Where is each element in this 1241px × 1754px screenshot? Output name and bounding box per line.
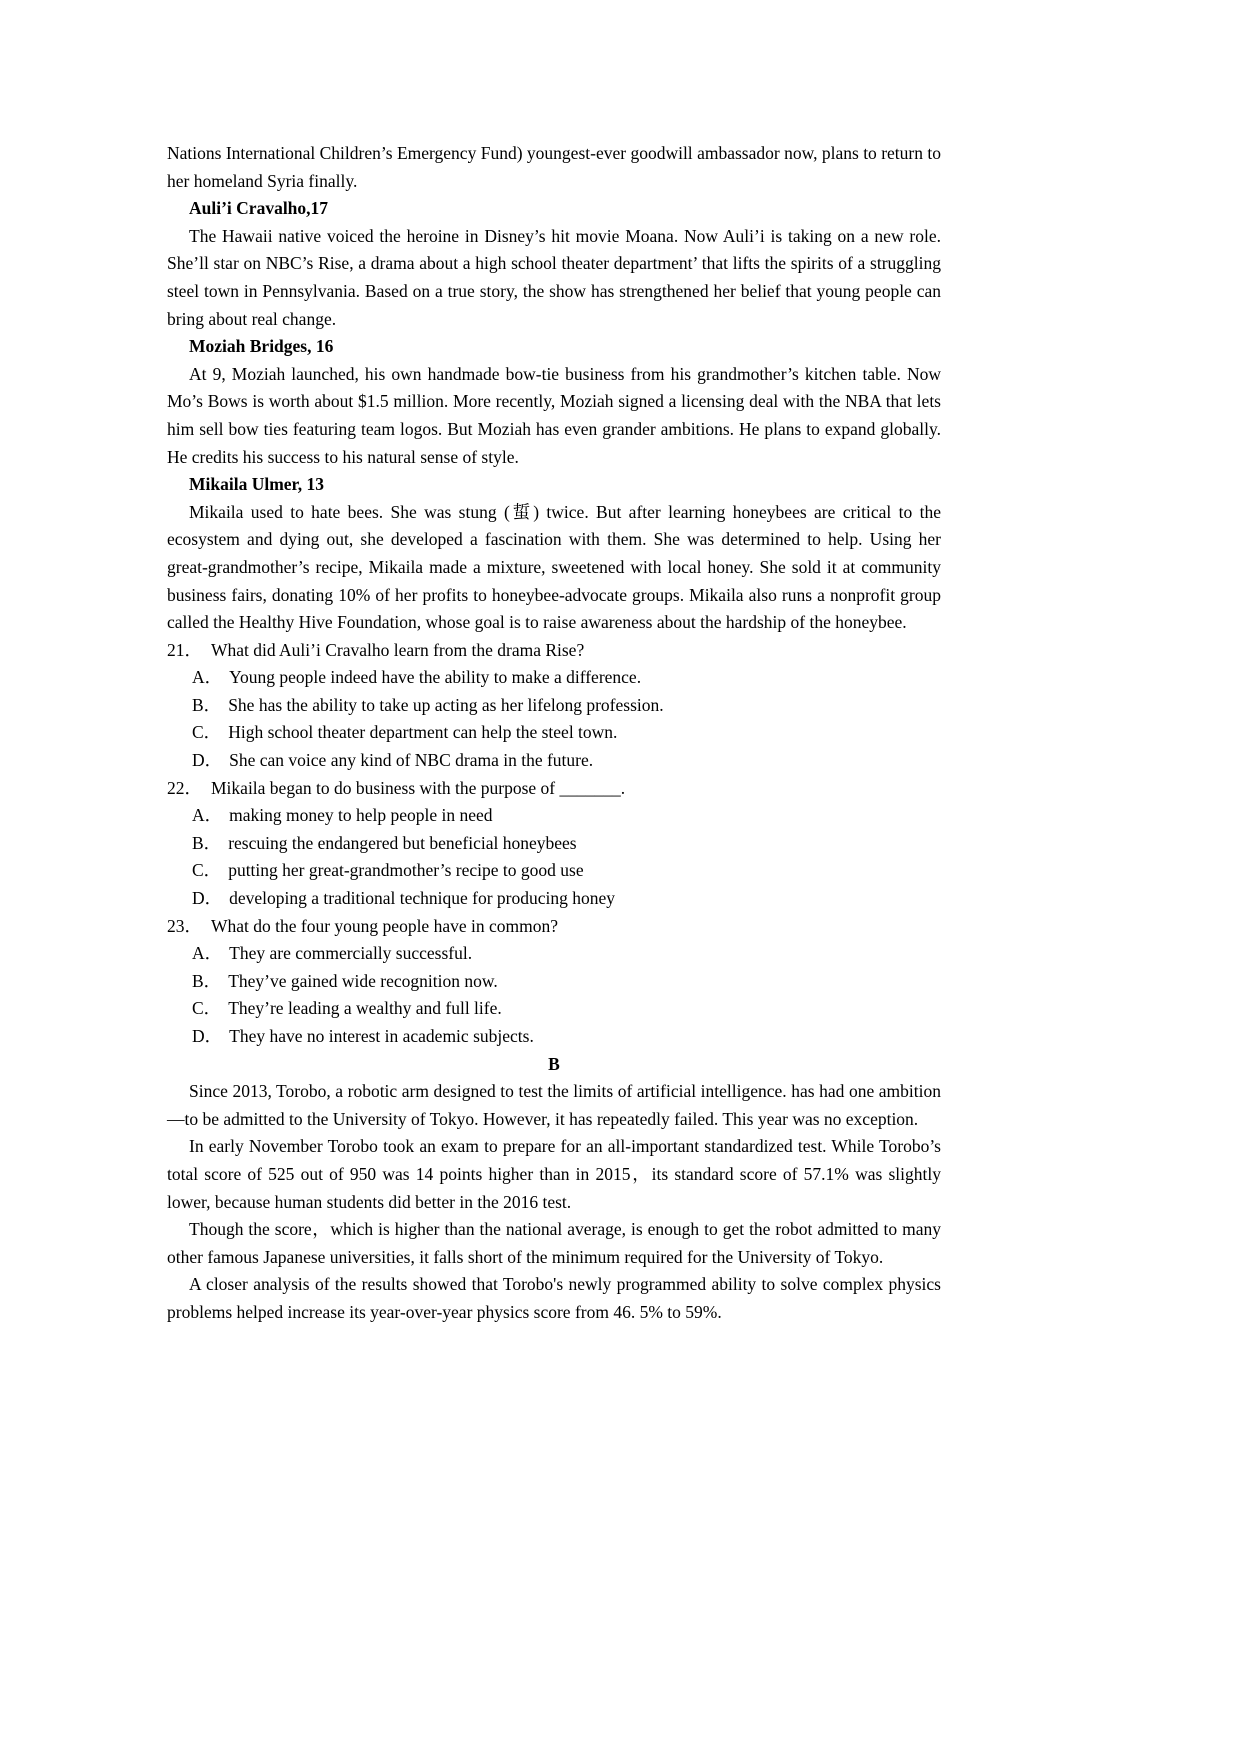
option-label: D． [192,888,223,909]
option-label: A． [192,805,223,826]
option-label: B． [192,832,222,853]
option-text: rescuing the endangered but beneficial honeybees [228,832,577,853]
option-22-d [167,885,941,913]
option-text: Young people indeed have the ability to make a difference. [229,667,642,688]
question-number: 21． [167,639,202,660]
passage-b-paragraph-4: A closer analysis of the results showed that Torobo's newly programmed ability to solve complex physics problems helped increase its year-over-year physics score from 46. 5% to 59%. [167,1274,941,1322]
passage-b-paragraph-1: Since 2013, Torobo, a robotic arm designed to test the limits of artificial intelligence. has had one ambition—to be admitted to the University of Tokyo. However, it has repeatedly failed. This year was no exception. [167,1081,941,1129]
option-22-b [167,830,941,858]
question-21 [167,637,941,775]
option-21-d [167,747,941,775]
passage-b-paragraph-3: Though the score，which is higher than the national average, is enough to get the robot admitted to many other famous Japanese universities, it falls short of the minimum required for the University of Tokyo. [167,1219,941,1267]
profile-heading-aulii: Auli’i Cravalho,17 [189,198,329,219]
question-number: 22． [167,777,202,798]
passage-b-paragraph-2: In early November Torobo took an exam to prepare for an all-important standardized test. While Torobo’s total score of 525 out of 950 was 14 points higher than in 2015，its standard score of 57.1% was slightly lower, because human students did better in the 2016 test. [167,1136,941,1212]
option-text: They’re leading a wealthy and full life. [228,998,502,1019]
paragraph-continuation: Nations International Children’s Emergency Fund) youngest-ever goodwill ambassador now, plans to return to her homeland Syria finally. [167,143,941,191]
option-label: D． [192,1026,223,1046]
option-label: C． [192,998,222,1019]
option-21-a [167,664,941,692]
option-23-c [167,995,941,1023]
question-stem: What do the four young people have in common? [211,915,558,936]
option-23-a [167,940,941,968]
option-label: C． [192,860,222,881]
option-label: A． [192,943,223,964]
option-text: making money to help people in need [229,805,493,826]
option-label: D． [192,750,223,771]
option-text: developing a traditional technique for producing honey [229,888,615,909]
option-label: C． [192,722,222,743]
option-label: B． [192,694,222,715]
question-23 [167,913,941,1051]
option-text: putting her great-grandmother’s recipe to good use [228,860,584,881]
passage-b-label: B [548,1053,560,1074]
option-23-d [167,1023,941,1051]
profile-heading-mikaila: Mikaila Ulmer, 13 [189,474,324,495]
option-text: They’ve gained wide recognition now. [228,970,498,991]
option-21-c [167,719,941,747]
question-stem-line [167,637,941,665]
question-stem-line [167,913,941,941]
option-label: B． [192,970,222,991]
option-21-b [167,692,941,720]
profile-heading-moziah: Moziah Bridges, 16 [189,336,334,357]
option-text: They have no interest in academic subjects. [229,1026,534,1046]
option-text: They are commercially successful. [229,943,473,964]
question-stem: What did Auli’i Cravalho learn from the drama Rise? [211,639,585,660]
profile-body-mikaila: Mikaila used to hate bees. She was stung (蜇) twice. But after learning honeybees are critical to the ecosystem and dying out, she developed a fascination with them. She was determined to help. Using her great-grandmother’s recipe, Mikaila made a mixture, sweetened with local honey. She sold it at community business fairs, donating 10% of her profits to honeybee-advocate groups. Mikaila also runs a nonprofit group called the Healthy Hive Foundation, whose goal is to raise awareness about the hardship of the honeybee. [167,501,941,633]
option-23-b [167,968,941,996]
option-22-a [167,802,941,830]
question-stem-line [167,775,941,803]
exam-page-content [167,140,941,1327]
question-stem: Mikaila began to do business with the purpose of _______. [211,777,626,798]
question-22 [167,775,941,913]
option-text: High school theater department can help the steel town. [228,722,618,743]
option-text: She can voice any kind of NBC drama in the future. [229,750,594,771]
option-text: She has the ability to take up acting as her lifelong profession. [228,694,664,715]
option-label: A． [192,667,223,688]
question-number: 23． [167,915,202,936]
profile-body-aulii: The Hawaii native voiced the heroine in Disney’s hit movie Moana. Now Auli’i is taking on a new role. She’ll star on NBC’s Rise, a drama about a high school theater department’ that lifts the spirits of a struggling steel town in Pennsylvania. Based on a true story, the show has strengthened her belief that young people can bring about real change. [167,225,941,329]
option-22-c [167,857,941,885]
profile-body-moziah: At 9, Moziah launched, his own handmade bow-tie business from his grandmother’s kitchen table. Now Mo’s Bows is worth about $1.5 million. More recently, Moziah signed a licensing deal with the NBA that lets him sell bow ties featuring team logos. But Moziah has even grander ambitions. He plans to expand globally. He credits his success to his natural sense of style. [167,363,941,467]
